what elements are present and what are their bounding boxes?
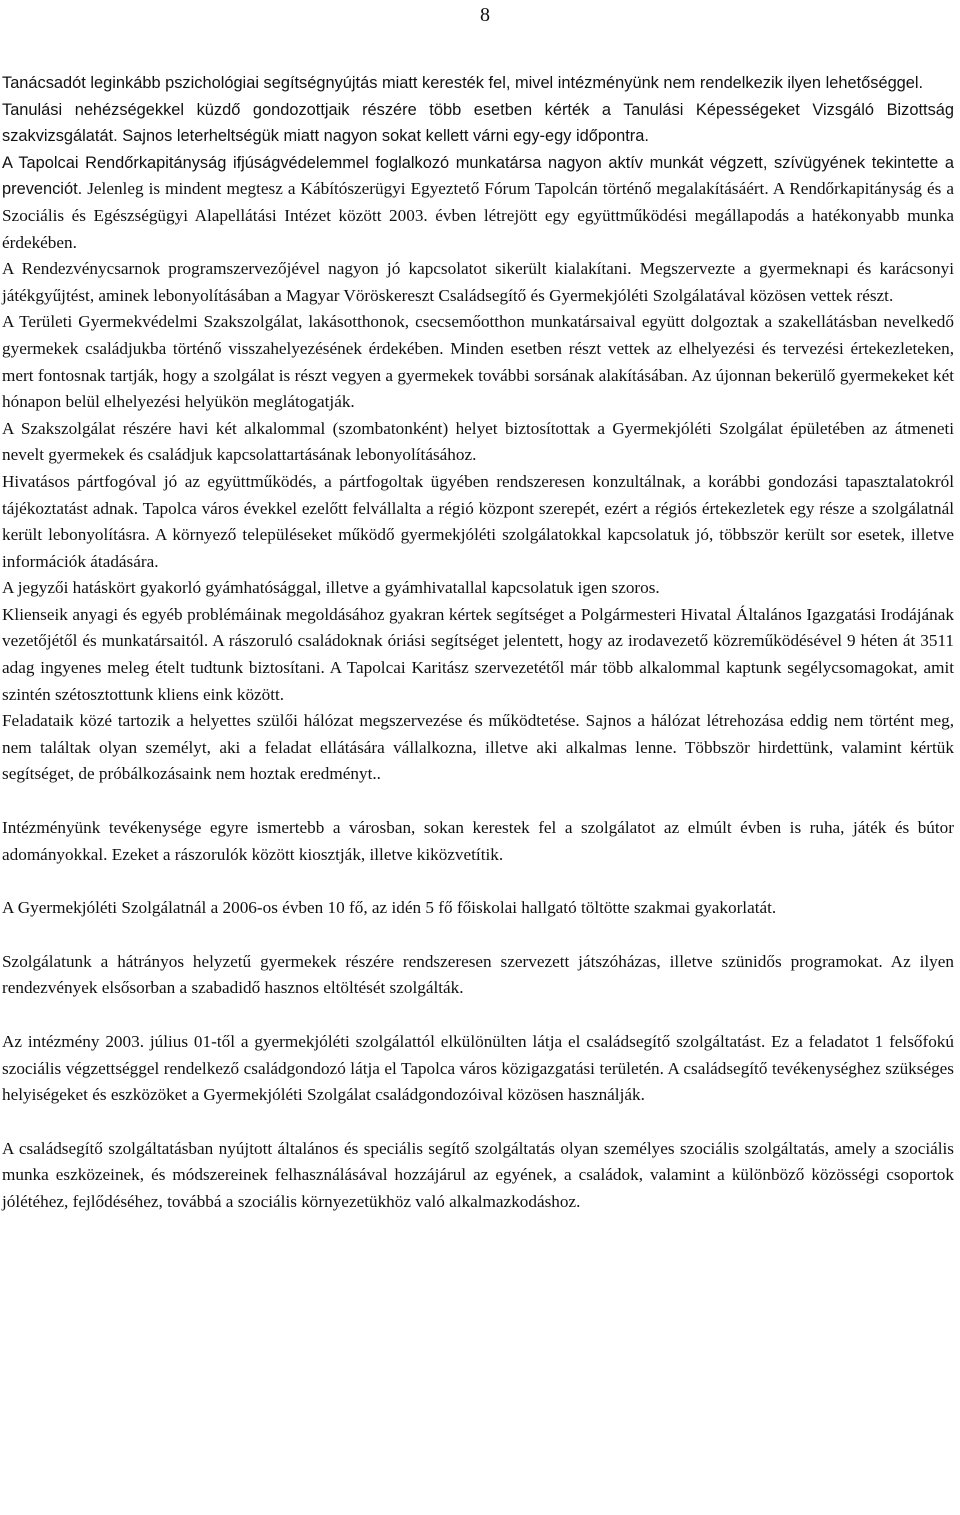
paragraph: Tanácsadót leginkább pszichológiai segítségnyújtás miatt keresték fel, mivel intézményünk nem rendelkezik ilyen lehetőséggel. (2, 74, 924, 92)
paragraph: A családsegítő szolgáltatásban nyújtott általános és speciális segítő szolgáltatás olyan személyes szociális szolgáltatás, amely a szociális munka eszközeinek, és módszereinek felhasználásával hozzájárul az egyének, a családok, valamint a különböző közösségi csoportok jólétéhez, fejlődéséhez, továbbá a szociális környezetükhöz való alkalmazkodáshoz. (2, 1138, 954, 1211)
paragraph (2, 150, 954, 256)
paragraph: A Szakszolgálat részére havi két alkalommal (szombatonként) helyet biztosítottak a Gyermekjóléti Szolgálat épületében az átmeneti nevelt gyermekek és családjuk kapcsolattartásának lebonyolításához. (2, 418, 954, 465)
document-body (2, 70, 954, 1216)
paragraph: Szolgálatunk a hátrányos helyzetű gyermekek részére rendszeresen szervezett játszóházas, illetve szünidős programokat. Az ilyen rendezvények elsősorban a szabadidő hasznos eltöltését szolgálták. (2, 951, 954, 998)
paragraph: A Gyermekjóléti Szolgálatnál a 2006-os évben 10 fő, az idén 5 fő főiskolai hallgató töltötte szakmai gyakorlatát. (2, 898, 777, 918)
paragraph: Intézményünk tevékenysége egyre ismertebb a városban, sokan kerestek fel a szolgálatot az elmúlt évben is ruha, játék és bútor adományokkal. Ezeket a rászorulók között kiosztják, illetve kiközvetítik. (2, 818, 954, 864)
paragraph: A Rendezvénycsarnok programszervezőjével nagyon jó kapcsolatot sikerült kialakítani. Megszervezte a gyermeknapi és karácsonyi játékgyűjtést, aminek lebonyolításában a Magyar Vöröskereszt Családsegítő és Gyermekjóléti Szolgálatával közösen vettek részt. (2, 259, 954, 305)
paragraph: Klienseik anyagi és egyéb problémáinak megoldásához gyakran kértek segítséget a Polgármesteri Hivatal Általános Igazgatási Irodájának vezetőjétől és munkatársaitól. A rászoruló családoknak óriási segítséget jelentett, hogy az irodavezető közreműködésével 9 héten át 3511 adag ingyenes meleg ételt tudtunk biztosítani. A Tapolcai Karitász szervezetétől már több alkalommal kaptunk segélycsomagokat, amit szintén szétosztottunk kliens eink között. (2, 604, 954, 704)
paragraph: Az intézmény 2003. július 01-től a gyermekjóléti szolgálattól elkülönülten látja el családsegítő szolgáltatást. Ez a feladatot 1 felsőfokú szociális végzettséggel rendelkező családgondozó látja el Tapolca város közigazgatási területén. A családsegítő tevékenységhez szükséges helyiségeket és eszközöket a Gyermekjóléti Szolgálat családgondozóival közösen használják. (2, 1032, 954, 1105)
paragraph: A Területi Gyermekvédelmi Szakszolgálat, lakásotthonok, csecsemőotthon munkatársaival együtt dolgoztak a szakellátásban nevelkedő gyermekek családjukba történő visszahelyezésének érdekében. Minden esetben részt vettek az elhelyezési és tervezési értekezleteken, mert fontosnak tartják, hogy a szolgálat is részt vegyen a gyermekek további sorsának alakításában. Az újonnan bekerülő gyermekeket két hónapon belül elhelyezési helyükön meglátogatják. (2, 312, 954, 412)
paragraph: Tanulási nehézségekkel küzdő gondozottjaik részére több esetben kérték a Tanulási Képességeket Vizsgáló Bizottság szakvizsgálatát. Sajnos leterheltségük miatt nagyon sokat kellett várni egy-egy időpontra. (2, 100, 954, 146)
paragraph-sans-part: A Tapolcai Rendőrkapitányság ifjúságvédelemmel foglalkozó munkatársa nagyon aktív munkát végzett, szívügyének tekintette a prevenciót. (2, 153, 954, 199)
paragraph-serif-part: Jelenleg is mindent megtesz a Kábítószerügyi Egyeztető Fórum Tapolcán történő megalakításáért. A Rendőrkapitányság és a Szociális és Egészségügyi Alapellátási Intézet között 2003. évben létrejött egy együttműködési megállapodás a hatékonyabb munka érdekében. (2, 179, 954, 252)
paragraph: Hivatásos pártfogóval jó az együttműködés, a pártfogoltak ügyében rendszeresen konzultálnak, a korábbi gondozási tapasztalatokról tájékoztatást adnak. Tapolca város évekkel ezelőtt felvállalta a régió központ szerepét, ezért a régiós értekezletek egy része a szolgálatnál került lebonyolításra. A környező településeket működő gyermekjóléti szolgálatokkal kapcsolatuk jó, többször került sor esetek, illetve információk átadására. (2, 471, 954, 571)
paragraph: A jegyzői hatáskört gyakorló gyámhatósággal, illetve a gyámhivatallal kapcsolatuk igen szoros. (2, 578, 660, 598)
paragraph: Feladataik közé tartozik a helyettes szülői hálózat megszervezése és működtetése. Sajnos a hálózat létrehozása eddig nem történt meg, nem találtak olyan személyt, aki a feladat ellátására vállalkozna, illetve aki alkalmas lenne. Többször hirdettünk, valamint kértük segítséget, de próbálkozásaink nem hoztak eredményt.. (2, 711, 954, 784)
page-number: 8 (480, 4, 490, 26)
